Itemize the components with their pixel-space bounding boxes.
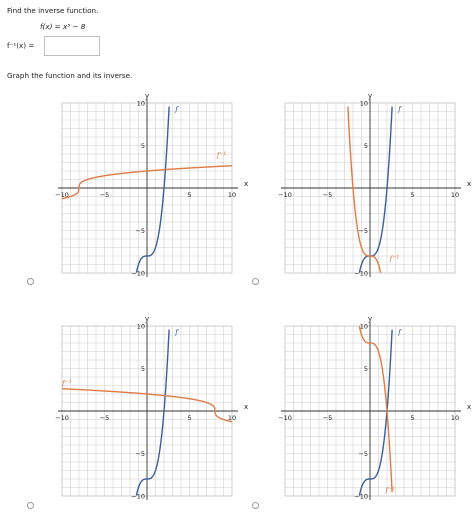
y-axis-label: y (145, 315, 150, 323)
y-tick-label: 5 (140, 365, 145, 373)
y-tick-label: −5 (358, 227, 368, 235)
y-axis-label: y (145, 92, 150, 100)
question-prompt: Find the inverse function. (7, 6, 99, 15)
x-tick-label: 5 (410, 414, 415, 422)
x-tick-label: −10 (278, 414, 292, 422)
f-curve-label: f (175, 327, 178, 337)
graph-b (265, 93, 474, 283)
f-curve-label: f (398, 327, 401, 337)
radio-option-c[interactable] (27, 502, 34, 509)
graph-option-c (42, 316, 252, 506)
y-tick-label: −10 (131, 269, 145, 278)
y-tick-label: 10 (359, 99, 368, 108)
f-curve-label: f (175, 104, 178, 114)
x-tick-label: −5 (99, 191, 110, 199)
y-tick-label: −5 (358, 450, 368, 458)
x-tick-label: −10 (55, 191, 69, 199)
y-tick-label: −10 (354, 492, 368, 501)
x-axis-label: x (467, 180, 472, 188)
graph-option-a (42, 93, 252, 283)
x-tick-label: −5 (99, 414, 110, 422)
y-tick-label: 5 (140, 142, 145, 150)
y-tick-label: 10 (136, 99, 145, 108)
radio-option-d[interactable] (252, 502, 259, 509)
y-tick-label: 5 (363, 365, 368, 373)
inverse-answer-input[interactable] (44, 36, 100, 56)
radio-option-b[interactable] (252, 278, 259, 285)
graph-a (42, 93, 252, 283)
inverse-curve-label: f⁻¹ (216, 150, 227, 160)
radio-option-a[interactable] (27, 278, 34, 285)
function-definition: f(x) = x³ − 8 (40, 22, 86, 31)
x-axis-label: x (467, 403, 472, 411)
inverse-curve-label: f⁻¹ (62, 378, 72, 388)
graph-instruction: Graph the function and its inverse. (7, 71, 133, 80)
y-tick-label: 10 (359, 322, 368, 331)
x-tick-label: 5 (187, 414, 192, 422)
y-tick-label: 10 (136, 322, 145, 331)
x-tick-label: 10 (227, 414, 237, 422)
x-tick-label: 5 (187, 191, 192, 199)
graph-d (265, 316, 474, 506)
y-tick-label: −5 (135, 227, 145, 235)
y-tick-label: −10 (354, 269, 368, 278)
y-tick-label: −5 (135, 450, 145, 458)
x-tick-label: 10 (227, 191, 237, 199)
y-axis-label: y (368, 315, 373, 323)
x-axis-label: x (244, 180, 249, 188)
inverse-curve-label: f⁻¹ (385, 485, 396, 495)
x-tick-label: 5 (410, 191, 415, 199)
f-curve-label: f (398, 104, 401, 114)
x-axis-label: x (244, 403, 249, 411)
x-tick-label: −10 (55, 414, 69, 422)
inverse-curve-label: f⁻¹ (389, 254, 400, 264)
x-tick-label: 10 (450, 191, 460, 199)
graph-option-d (265, 316, 474, 506)
x-tick-label: −5 (322, 191, 333, 199)
y-tick-label: −10 (131, 492, 145, 501)
x-tick-label: 10 (450, 414, 460, 422)
y-tick-label: 5 (363, 142, 368, 150)
graph-c (42, 316, 252, 506)
x-tick-label: −5 (322, 414, 333, 422)
graph-option-b (265, 93, 474, 283)
y-axis-label: y (368, 92, 373, 100)
x-tick-label: −10 (278, 191, 292, 199)
inverse-label: f⁻¹(x) = (7, 41, 35, 50)
